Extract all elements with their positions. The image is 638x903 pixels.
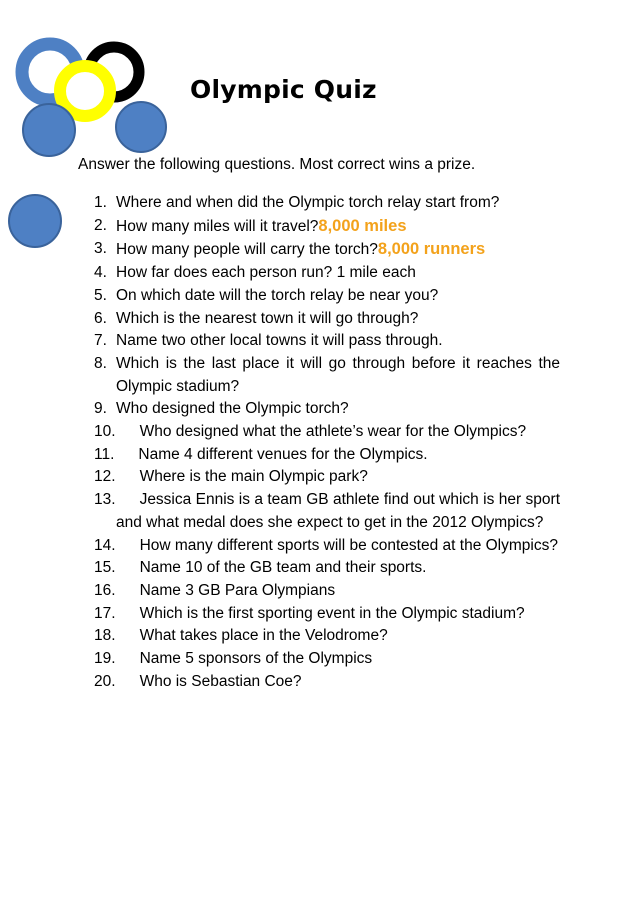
question-item	[94, 308, 560, 331]
question-item	[94, 238, 560, 262]
question-number: 18.	[94, 627, 116, 645]
yellow-ring-icon	[60, 66, 110, 116]
question-text: How many people will carry the torch?	[116, 241, 378, 259]
question-item	[94, 398, 560, 421]
question-number: 4.	[94, 264, 107, 282]
question-number: 9.	[94, 400, 107, 418]
question-number: 11.	[94, 445, 115, 463]
question-text: Name 5 sponsors of the Olympics	[139, 650, 373, 668]
question-number: 8.	[94, 354, 107, 372]
question-item	[94, 444, 560, 467]
blue-disc-icon	[116, 102, 166, 152]
question-text: Which is the first sporting event in the Olympic stadium?	[139, 604, 525, 622]
question-number: 20.	[94, 672, 116, 690]
question-number: 6.	[94, 309, 107, 327]
blue-disc-icon	[9, 195, 61, 247]
question-item	[94, 535, 560, 558]
question-text: What takes place in the Velodrome?	[139, 627, 388, 645]
question-item	[94, 215, 560, 239]
question-text: Which is the nearest town it will go through?	[116, 309, 419, 327]
question-item	[94, 603, 560, 626]
question-text: How many miles will it travel?	[116, 217, 319, 235]
question-item	[94, 421, 560, 444]
question-text: Where and when did the Olympic torch relay start from?	[116, 194, 500, 211]
question-text: Who is Sebastian Coe?	[139, 672, 302, 690]
question-number: 19.	[94, 650, 116, 668]
question-text: Name 4 different venues for the Olympics.	[138, 445, 428, 463]
question-number: 1.	[94, 194, 107, 211]
question-item	[94, 580, 560, 603]
question-number: 7.	[94, 332, 107, 350]
question-item	[94, 353, 560, 398]
question-item	[94, 262, 560, 285]
question-text: Who designed the Olympic torch?	[116, 400, 349, 418]
answer-text: 8,000 runners	[377, 240, 486, 259]
question-text: Jessica Ennis is a team GB athlete find out which is her sport and what medal does she expect to get in the 2012 Olympics?	[116, 491, 560, 531]
question-number: 3.	[94, 240, 107, 258]
blue-disc-icon	[23, 104, 75, 156]
question-text: Which is the last place it will go through before it reaches the Olympic stadium?	[116, 354, 560, 395]
question-list	[94, 192, 560, 693]
question-item	[94, 648, 560, 671]
question-text: How far does each person run? 1 mile each	[116, 264, 416, 282]
question-text: Name 3 GB Para Olympians	[139, 581, 336, 599]
question-text: On which date will the torch relay be near you?	[116, 286, 439, 304]
question-text: Name two other local towns it will pass through.	[116, 332, 443, 350]
answer-text: 8,000 miles	[318, 216, 407, 235]
question-item	[94, 489, 560, 534]
question-number: 13.	[94, 491, 116, 509]
question-item	[94, 671, 560, 694]
page-title: Olympic Quiz	[190, 75, 377, 104]
question-text: Who designed what the athlete’s wear for the Olympics?	[139, 423, 527, 441]
question-item	[94, 625, 560, 648]
question-number: 10.	[94, 423, 116, 441]
question-number: 2.	[94, 216, 107, 234]
question-number: 5.	[94, 286, 107, 304]
question-number: 14.	[94, 536, 116, 554]
question-item	[94, 330, 560, 353]
intro-text: Answer the following questions. Most correct wins a prize.	[78, 156, 476, 173]
question-number: 15.	[94, 559, 116, 577]
question-text: How many different sports will be contested at the Olympics?	[139, 536, 558, 554]
question-item	[94, 285, 560, 308]
question-text: Where is the main Olympic park?	[139, 468, 368, 486]
question-number: 17.	[94, 604, 116, 622]
question-item	[94, 466, 560, 489]
question-text: Name 10 of the GB team and their sports.	[139, 559, 427, 577]
question-item	[94, 192, 560, 215]
question-item	[94, 557, 560, 580]
question-number: 12.	[94, 468, 116, 486]
question-number: 16.	[94, 581, 116, 599]
